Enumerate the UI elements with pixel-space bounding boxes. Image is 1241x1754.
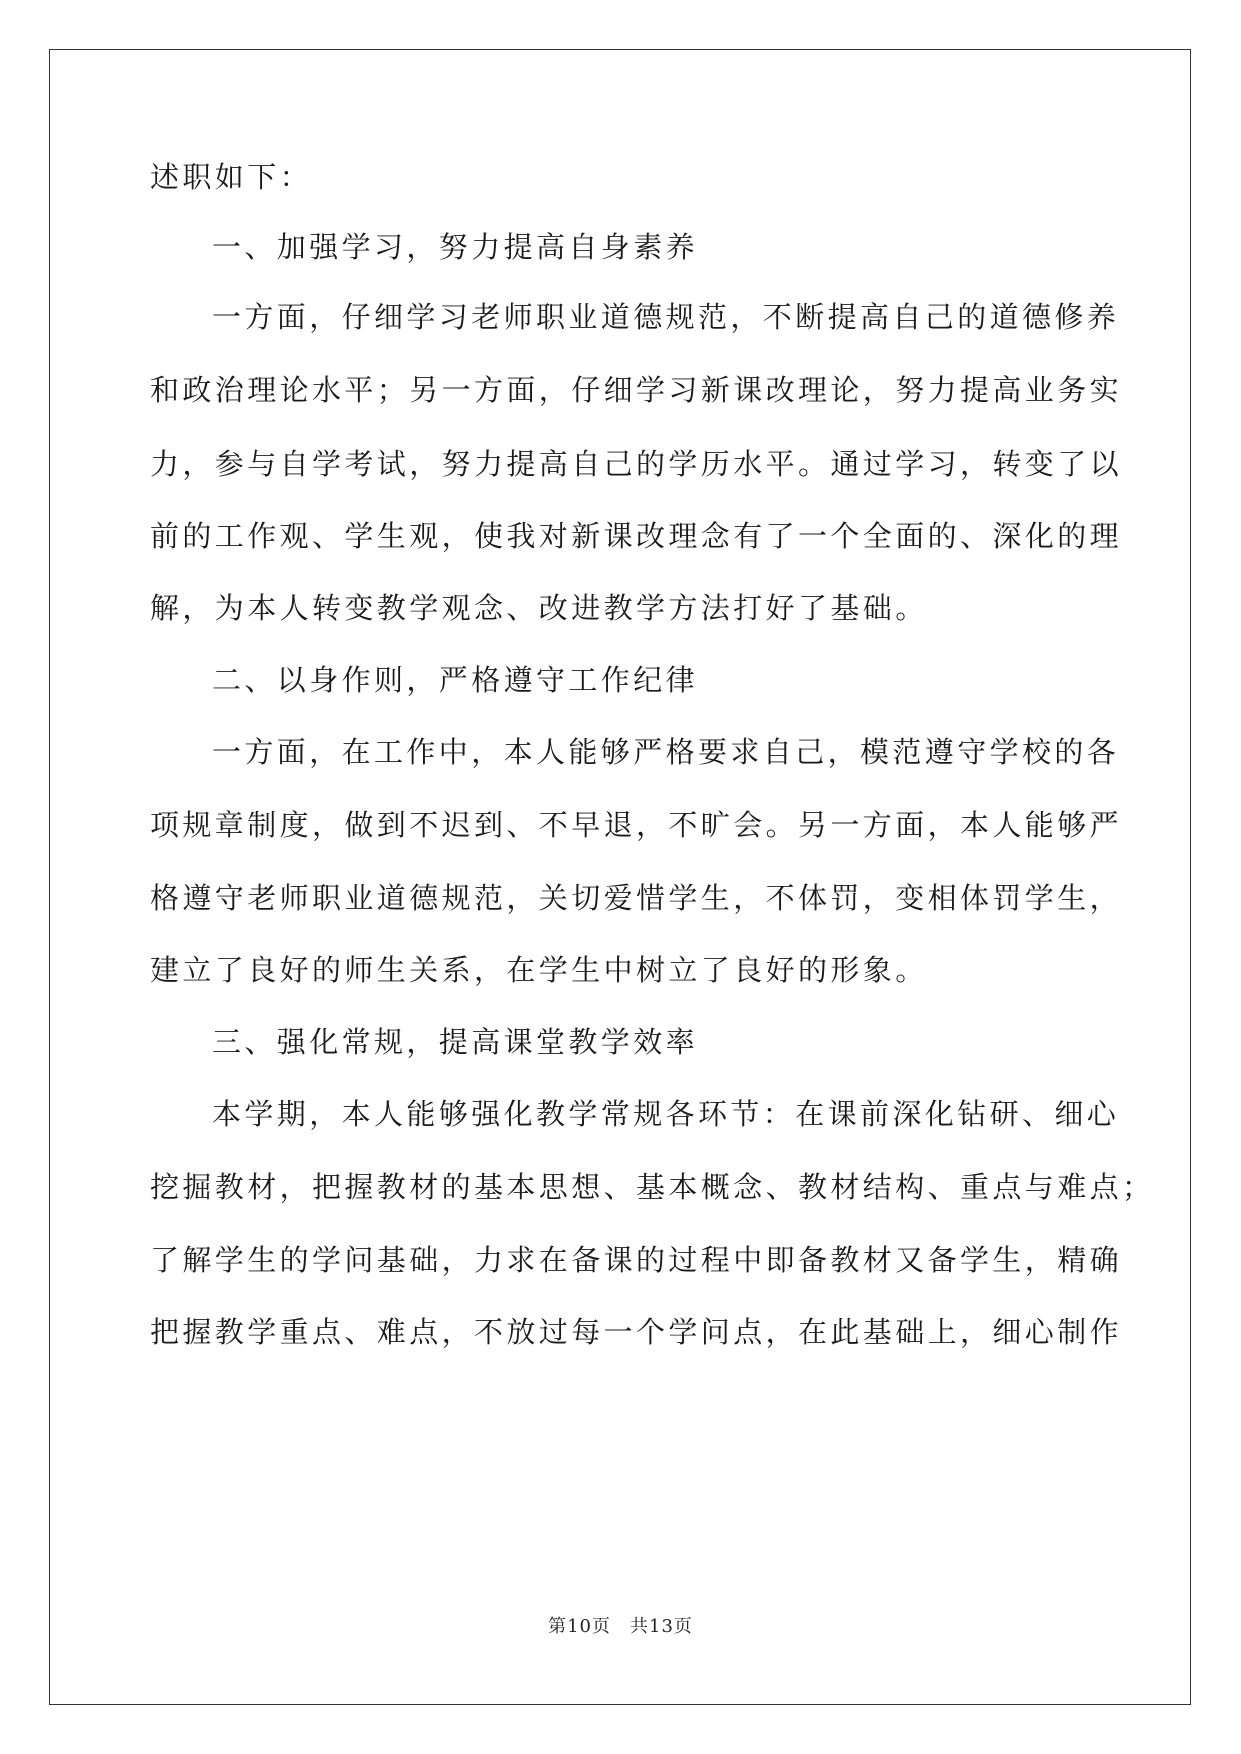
text-line: 一方面，仔细学习老师职业道德规范，不断提高自己的道德修养 — [212, 300, 1120, 334]
text-line: 本学期，本人能够强化教学常规各环节：在课前深化钻研、细心 — [212, 1097, 1120, 1131]
text-line: 述职如下： — [150, 160, 313, 194]
text-line: 力，参与自学考试，努力提高自己的学历水平。通过学习，转变了以 — [150, 447, 1123, 481]
text-line: 挖掘教材，把握教材的基本思想、基本概念、教材结构、重点与难点； — [150, 1170, 1155, 1204]
text-line: 前的工作观、学生观，使我对新课改理念有了一个全面的、深化的理 — [150, 519, 1123, 553]
text-line: 把握教学重点、难点，不放过每一个学问点，在此基础上，细心制作 — [150, 1315, 1123, 1349]
section-heading: 一、加强学习，努力提高自身素养 — [212, 230, 699, 264]
text-line: 解，为本人转变教学观念、改进教学方法打好了基础。 — [150, 591, 928, 625]
page-number: 第10页 共13页 — [548, 1616, 693, 1637]
section-heading: 三、强化常规，提高课堂教学效率 — [212, 1025, 699, 1059]
text-line: 和政治理论水平；另一方面，仔细学习新课改理论，努力提高业务实 — [150, 373, 1123, 407]
text-line: 格遵守老师职业道德规范，关切爱惜学生，不体罚，变相体罚学生， — [150, 881, 1123, 915]
text-line: 一方面，在工作中，本人能够严格要求自己，模范遵守学校的各 — [212, 735, 1120, 769]
text-line: 建立了良好的师生关系，在学生中树立了良好的形象。 — [150, 953, 928, 987]
text-line: 了解学生的学问基础，力求在备课的过程中即备教材又备学生，精确 — [150, 1243, 1123, 1277]
section-heading: 二、以身作则，严格遵守工作纪律 — [212, 663, 699, 697]
text-line: 项规章制度，做到不迟到、不早退，不旷会。另一方面，本人能够严 — [150, 808, 1123, 842]
